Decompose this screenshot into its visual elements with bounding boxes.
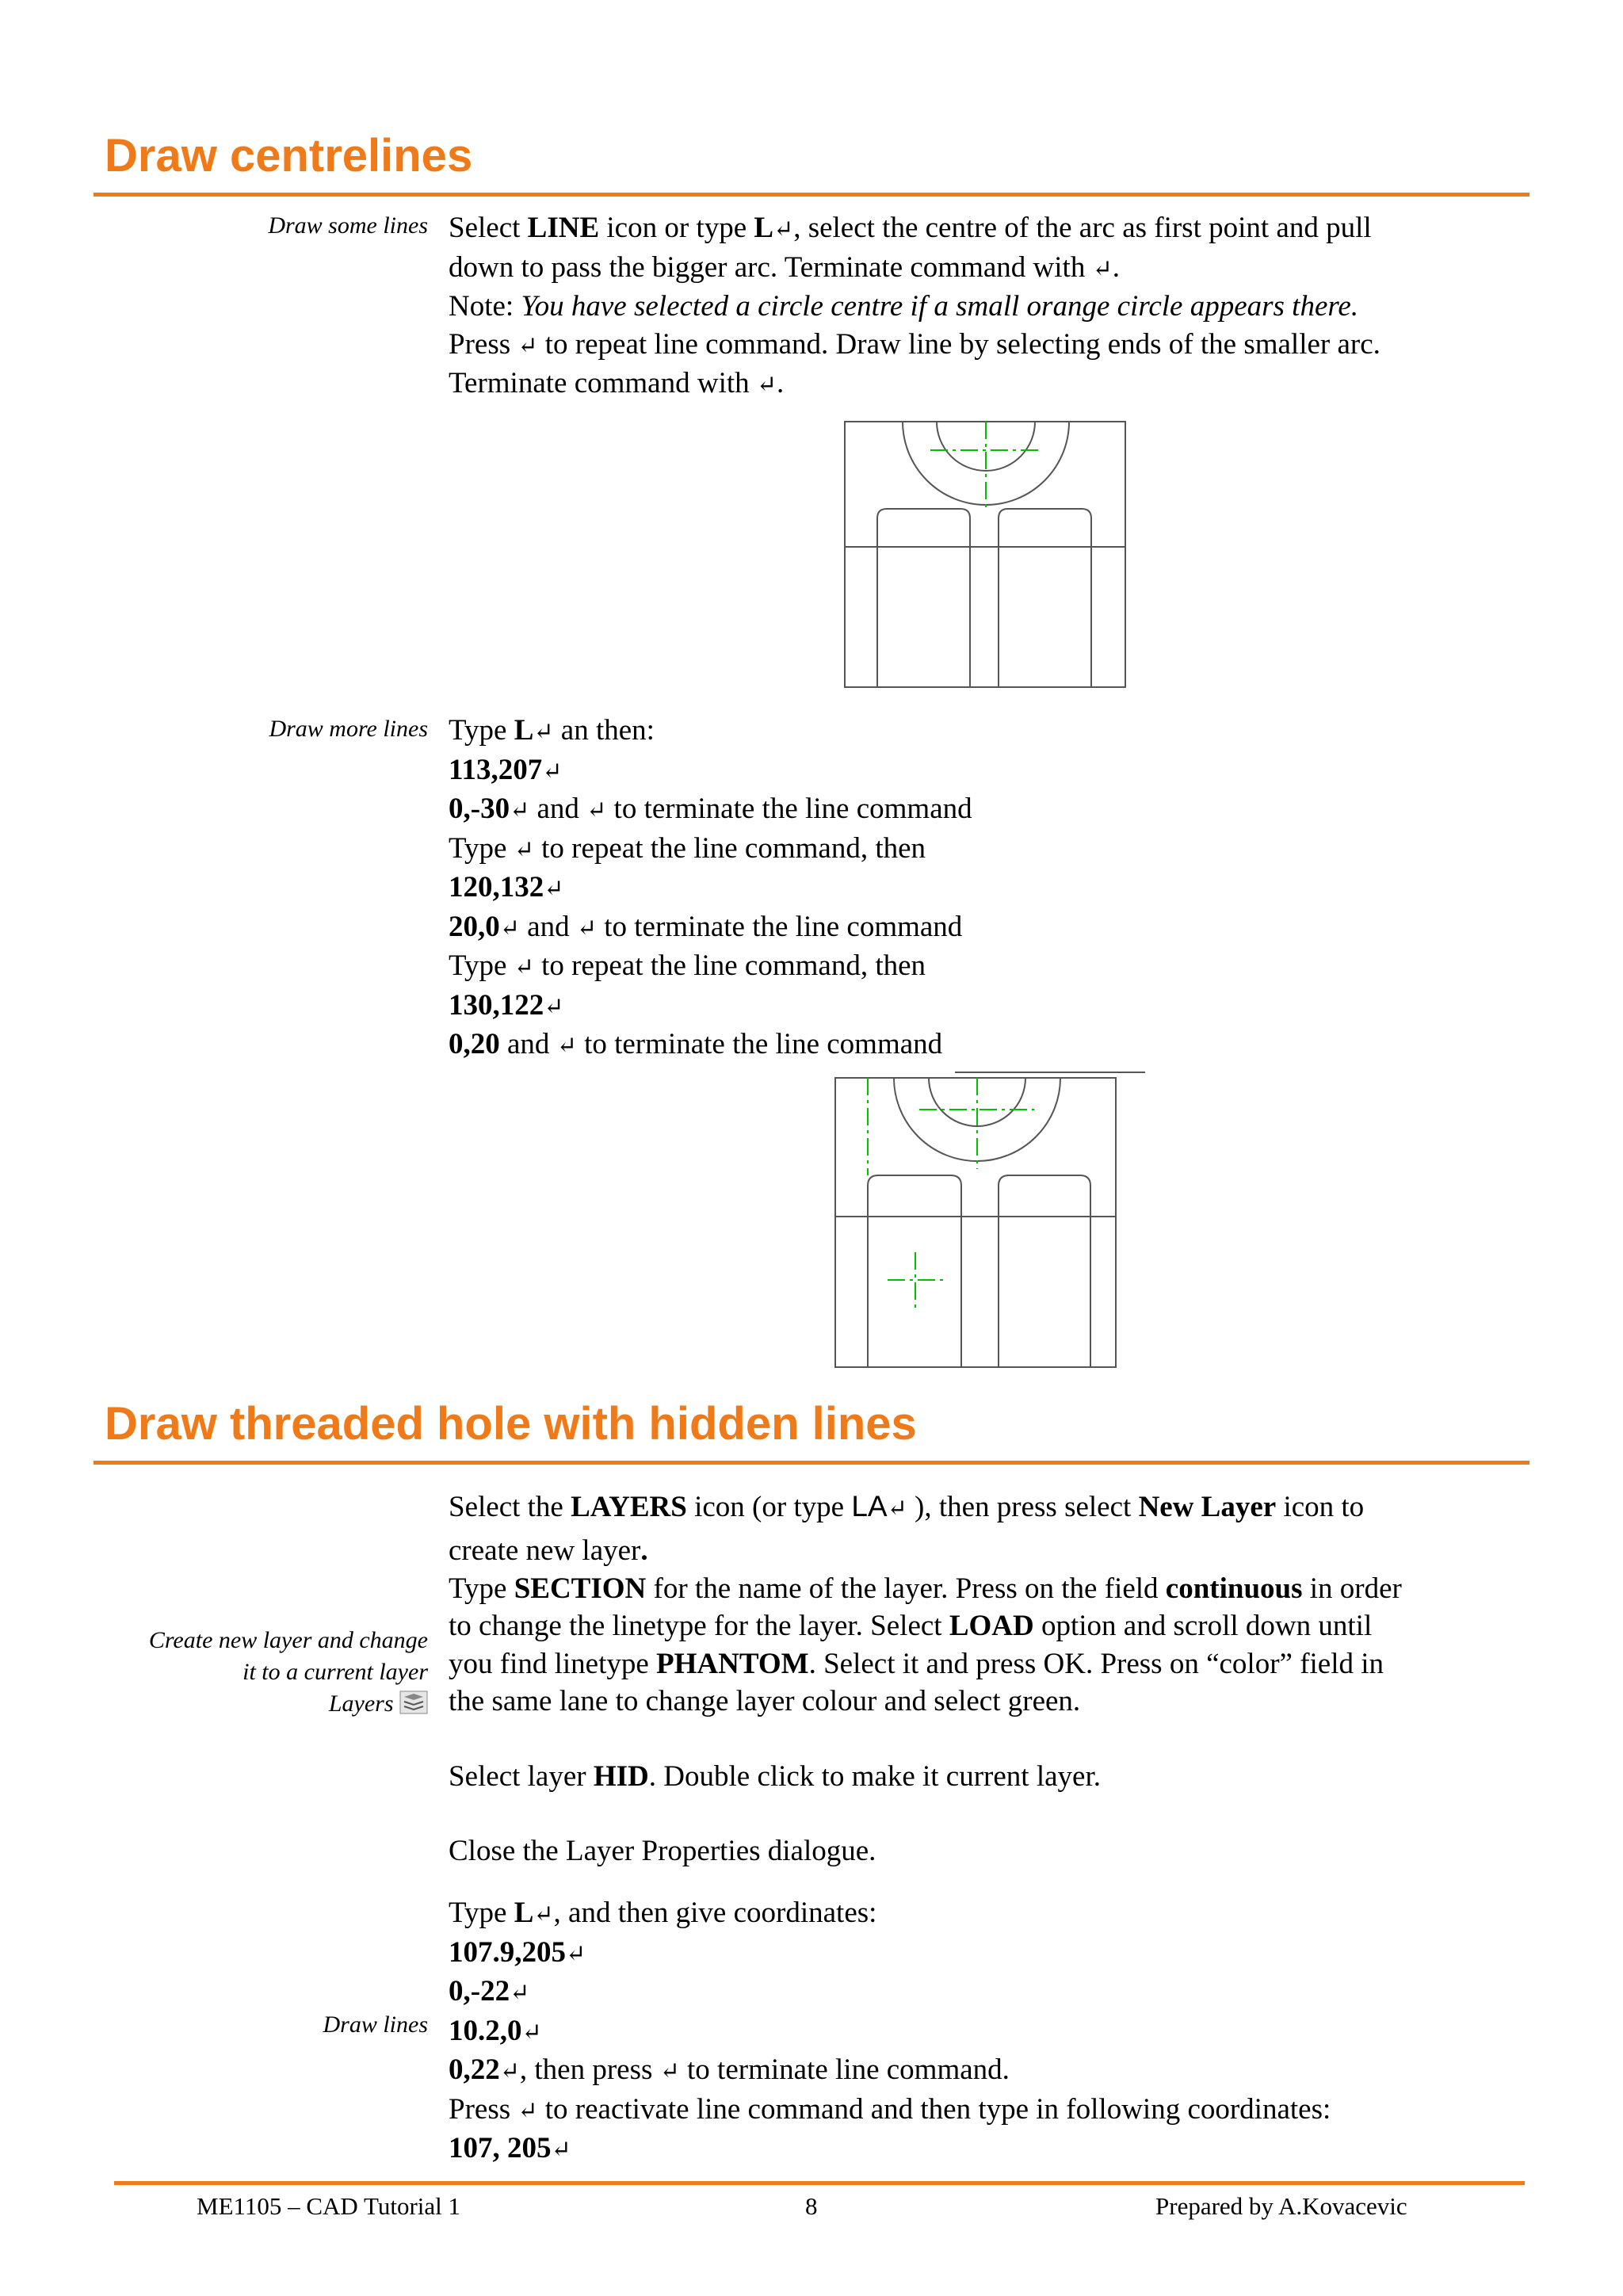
footer-author: Prepared by A.Kovacevic: [1155, 2192, 1407, 2220]
side-label-draw-more-lines: Draw more lines: [269, 716, 428, 742]
instructions-create-layer: Select the LAYERS icon (or type LA↵ ), then press select New Layer icon to create new layer. Type SECTION for the name of the layer. Press on the field continuous in order to change the linetype for the layer. Select LOAD option and scroll down until you find linetype PHANTOM. Select it and press OK. Press on “color” field in the same lane to change layer colour and select green. Select layer HID. Double click to make it current layer. Close the Layer Properties dialogue.: [449, 1490, 1402, 1867]
instructions-draw-lines: Type L↵, and then give coordinates: 107.9,205↵ 0,-22↵ 10.2,0↵ 0,22↵, then press ↵ to terminate line command. Press ↵ to reactivate line command and then type in following coordinates: 107, 205↵: [449, 1897, 1331, 2164]
footer-course: ME1105 – CAD Tutorial 1: [197, 2192, 461, 2220]
side-label-create-layer: Create new layer and change it to a current layer Layers: [148, 1627, 428, 1717]
cad-drawing-figure-2: [832, 1062, 1149, 1371]
layers-icon: [399, 1690, 428, 1714]
section-heading-centrelines: Draw centrelines: [105, 130, 473, 181]
footer-rule: [114, 2181, 1525, 2185]
cad-drawing-figure-1: [843, 420, 1128, 690]
section-heading-threaded-hole: Draw threaded hole with hidden lines: [105, 1398, 917, 1450]
side-label-draw-lines: Draw lines: [323, 2011, 428, 2038]
footer-page-number: 8: [805, 2192, 818, 2220]
heading-rule: [94, 1461, 1529, 1465]
instructions-draw-some-lines: Select LINE icon or type L↵, select the centre of the arc as first point and pull down to pass the bigger arc. Terminate command with ↵. Note: You have selected a circle centre if a small orange circle appears there. Press ↵ to repeat line command. Draw line by selecting ends of the smaller arc. Terminate command with ↵.: [449, 212, 1381, 399]
heading-rule: [94, 193, 1529, 197]
instructions-draw-more-lines: Type L↵ an then: 113,207↵ 0,-30↵ and ↵ to terminate the line command Type ↵ to repeat the line command, then 120,132↵ 20,0↵ and ↵ to terminate the line command Type ↵ to repeat the line command, then 130,122↵ 0,20 and ↵ to terminate the line command: [449, 714, 972, 1060]
side-label-draw-some-lines: Draw some lines: [268, 212, 428, 239]
